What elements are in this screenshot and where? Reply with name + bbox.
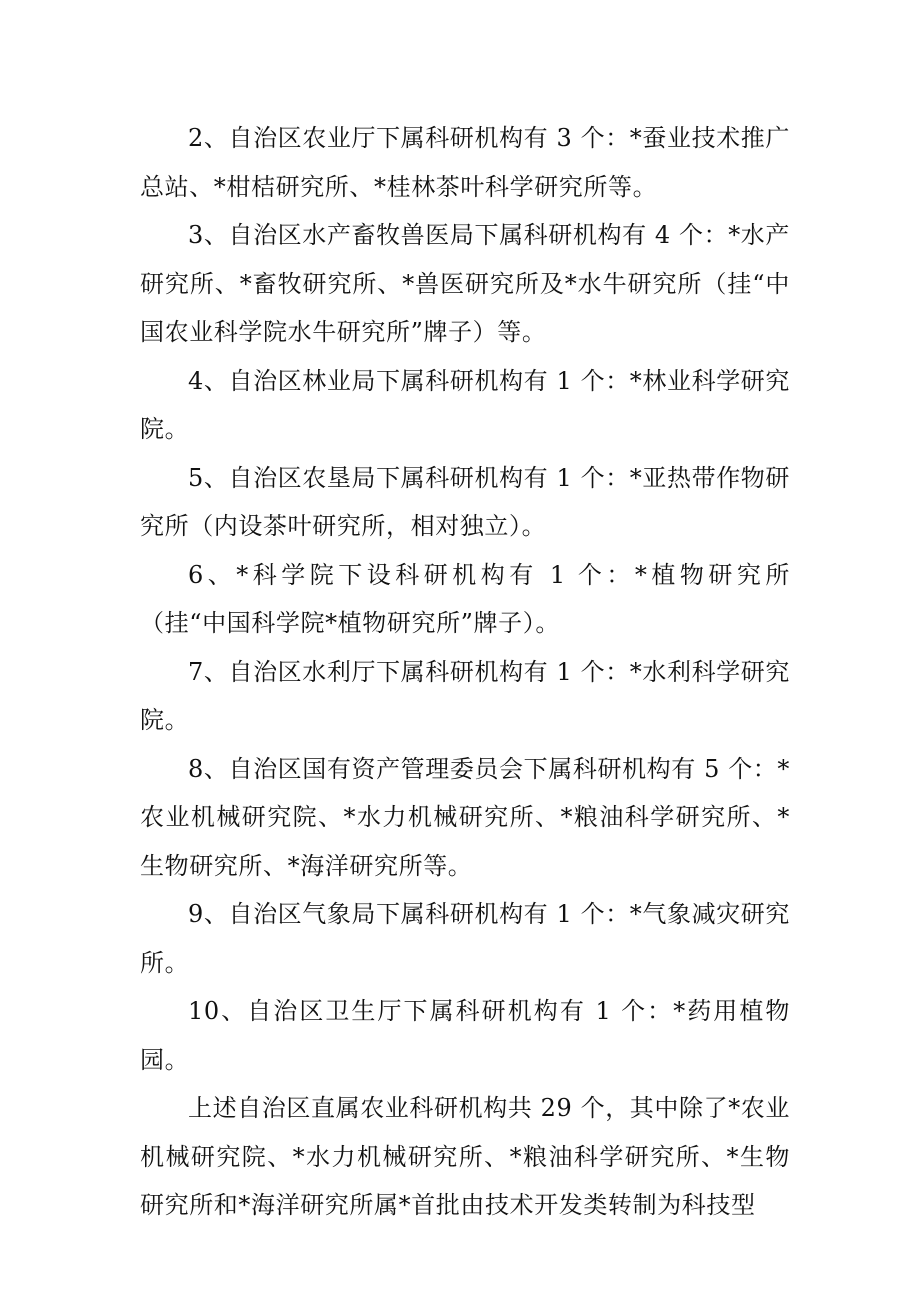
document-body xyxy=(140,114,790,1230)
paragraph-item-7: 7、自治区水利厅下属科研机构有 1 个：*水利科学研究院。 xyxy=(140,657,790,734)
paragraph-item-9: 9、自治区气象局下属科研机构有 1 个：*气象减灾研究所。 xyxy=(140,900,790,977)
paragraph-item-2: 2、自治区农业厅下属科研机构有 3 个：*蚕业技术推广总站、*柑桔研究所、*桂林茶叶科学研究所等。 xyxy=(140,124,790,201)
paragraph-item-6: 6、*科学院下设科研机构有 1 个：*植物研究所（挂“中国科学院*植物研究所”牌子）。 xyxy=(140,560,790,637)
paragraph-summary: 上述自治区直属农业科研机构共 29 个，其中除了*农业机械研究院、*水力机械研究所、*粮油科学研究所、*生物研究所和*海洋研究所属*首批由技术开发类转制为科技型 xyxy=(140,1094,790,1219)
paragraph-item-5: 5、自治区农垦局下属科研机构有 1 个：*亚热带作物研究所（内设茶叶研究所，相对独立）。 xyxy=(140,463,790,540)
paragraph-item-4: 4、自治区林业局下属科研机构有 1 个：*林业科学研究院。 xyxy=(140,366,790,443)
paragraph-item-3: 3、自治区水产畜牧兽医局下属科研机构有 4 个：*水产研究所、*畜牧研究所、*兽医研究所及*水牛研究所（挂“中国农业科学院水牛研究所”牌子）等。 xyxy=(140,221,790,346)
paragraph-item-8: 8、自治区国有资产管理委员会下属科研机构有 5 个：*农业机械研究院、*水力机械研究所、*粮油科学研究所、*生物研究所、*海洋研究所等。 xyxy=(140,754,790,880)
paragraph-item-10: 10、自治区卫生厅下属科研机构有 1 个：*药用植物园。 xyxy=(140,997,790,1074)
